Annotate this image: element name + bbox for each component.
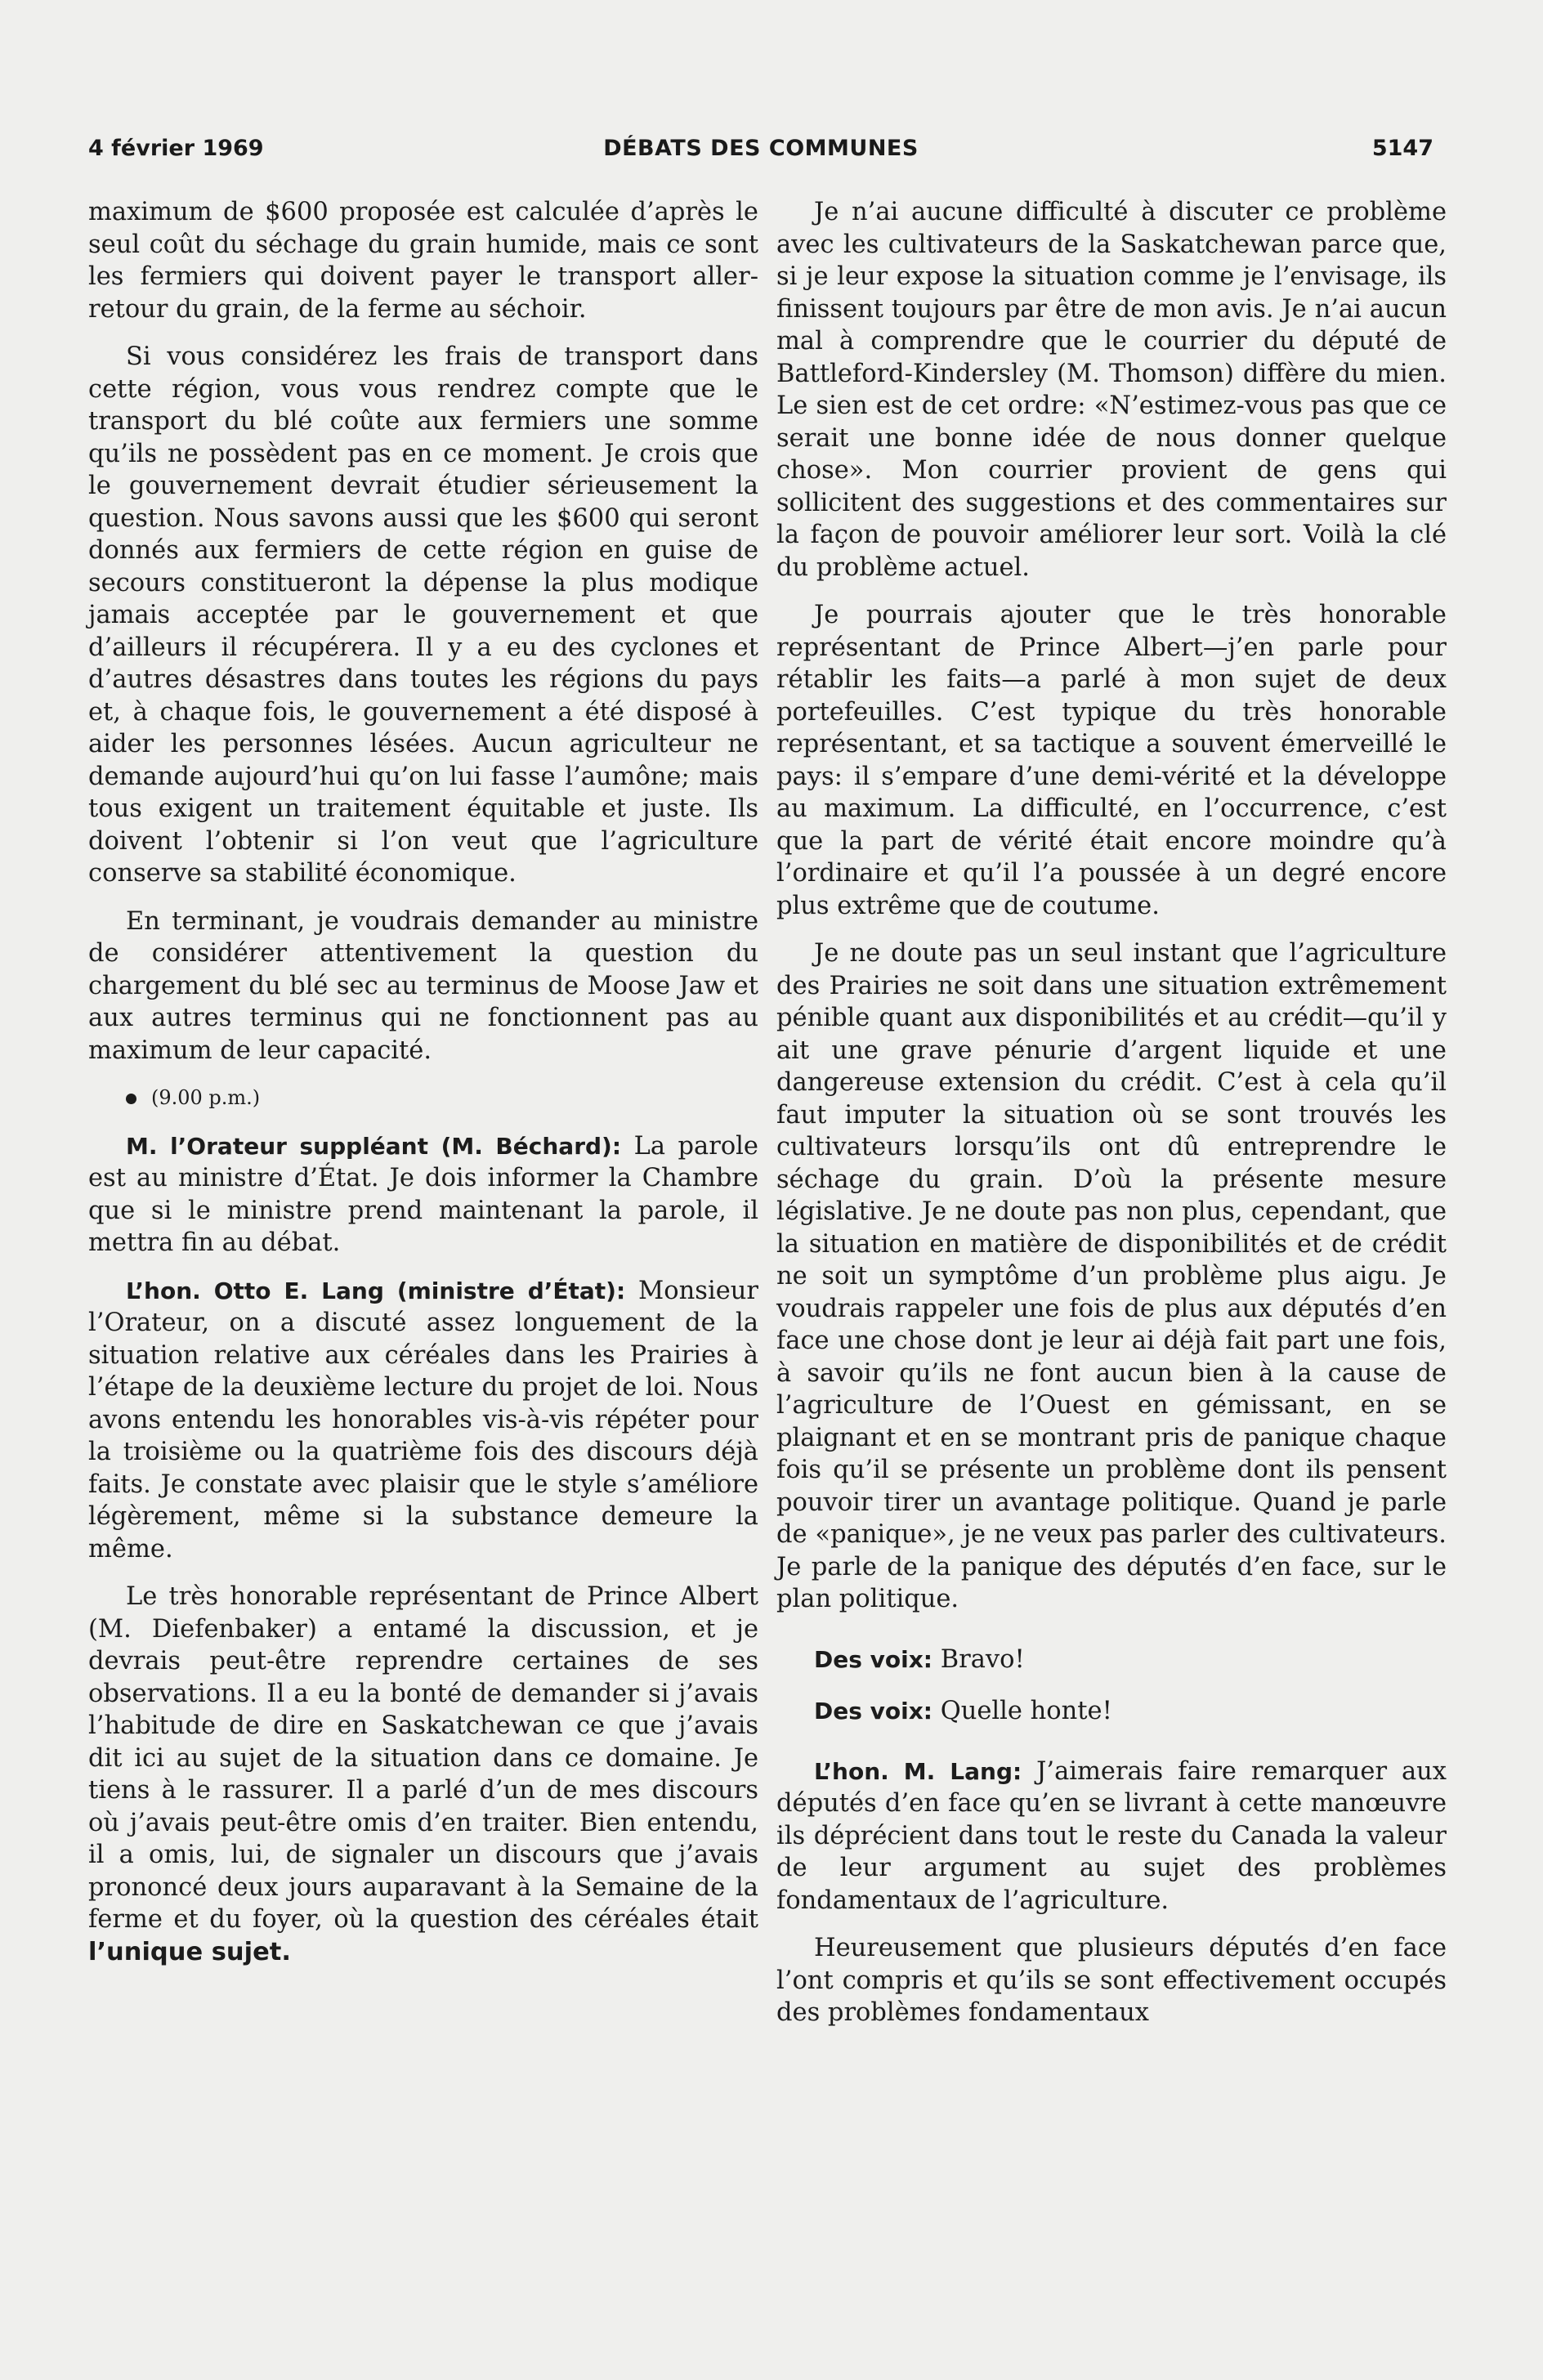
paragraph bbox=[88, 1275, 758, 1566]
paragraph-text: Bravo! bbox=[933, 1644, 1025, 1674]
paragraph: Je n’ai aucune difficulté à discuter ce problème avec les cultivateurs de la Saskatchewan parce que, si je leur expose la situation comme je l’envisage, ils finissent toujours par être de mon avis. Je n’ai aucun mal à comprendre que le courrier du député de Battleford-Kindersley (M. Thomson) diffère du mien. Le sien est de cet ordre: «N’estimez-vous pas que ce serait une bonne idée de nous donner quelque chose». Mon courrier provient de gens qui sollicitent des suggestions et des commentaires sur la façon de pouvoir améliorer leur sort. Voilà la clé du problème actuel. bbox=[776, 198, 1447, 582]
page-header bbox=[88, 136, 1433, 172]
speaker-name: Des voix: bbox=[814, 1698, 933, 1725]
left-column bbox=[88, 196, 758, 1984]
paragraph-text: J’aimerais faire remarquer aux députés d’en face qu’en se livrant à cette manœuvre ils déprécient dans tout le reste du Canada la valeur de leur argument au sujet des problèmes fondamentaux de l’agriculture. bbox=[776, 1756, 1447, 1915]
header-date: 4 février 1969 bbox=[88, 136, 264, 161]
paragraph bbox=[776, 1756, 1447, 1917]
paragraph: Si vous considérez les frais de transport dans cette région, vous vous rendrez compte que le transport du blé coûte aux fermiers une somme qu’ils ne possèdent pas en ce moment. Je crois que le gouvernement devrait étudier sérieusement la question. Nous savons aussi que les $600 qui seront donnés aux fermiers de cette région en guise de secours constitueront la dépense la plus modique jamais acceptée par le gouvernement et que d’ailleurs il récupérera. Il y a eu des cyclones et d’autres désastres dans toutes les régions du pays et, à chaque fois, le gouvernement a été disposé à aider les personnes lésées. Aucun agriculteur ne demande aujourd’hui qu’on lui fasse l’aumône; mais tous exigent un traitement équitable et juste. Ils doivent l’obtenir si l’on veut que l’agriculture conserve sa stabilité économique. bbox=[88, 342, 758, 888]
bullet-icon bbox=[126, 1094, 136, 1104]
paragraph: Je pourrais ajouter que le très honorable représentant de Prince Albert—j’en parle pour rétablir les faits—a parlé à mon sujet de deux portefeuilles. C’est typique du très honorable représentant, et sa tactique a souvent émerveillé le pays: il s’empare d’une demi-vérité et la développe au maximum. La difficulté, en l’occurrence, c’est que la part de vérité était encore moindre qu’à l’ordinaire et qu’il l’a poussée à un degré encore plus extrême que de coutume. bbox=[776, 601, 1447, 920]
right-column bbox=[776, 196, 1447, 2045]
emphasis-text: l’unique sujet. bbox=[88, 1937, 291, 1966]
paragraph bbox=[776, 1644, 1447, 1676]
paragraph-text: Monsieur l’Orateur, on a discuté assez longuement de la situation relative aux céréales dans les Prairies à l’étape de la deuxième lecture du projet de loi. Nous avons entendu les honorables vis-à-vis répéter pour la troisième ou la quatrième fois des discours déjà faits. Je constate avec plaisir que le style s’améliore légèrement, même si la substance demeure la même. bbox=[88, 1276, 758, 1564]
timestamp bbox=[88, 1082, 758, 1115]
paragraph: maximum de $600 proposée est calculée d’après le seul coût du séchage du grain humide, mais ce sont les fermiers qui doivent payer le transport aller-retour du grain, de la ferme au séchoir. bbox=[88, 198, 758, 324]
paragraph: Heureusement que plusieurs députés d’en face l’ont compris et qu’ils se sont effectivement occupés des problèmes fondamentaux bbox=[776, 1934, 1447, 2027]
speaker-name: L’hon. Otto E. Lang (ministre d’État): bbox=[126, 1277, 626, 1304]
speaker-name: L’hon. M. Lang: bbox=[814, 1757, 1022, 1785]
header-title: DÉBATS DES COMMUNES bbox=[603, 136, 919, 161]
speaker-name: Des voix: bbox=[814, 1645, 933, 1673]
page-number: 5147 bbox=[1371, 136, 1433, 161]
paragraph bbox=[88, 1130, 758, 1259]
timestamp-text: (9.00 p.m.) bbox=[151, 1086, 261, 1109]
paragraph-text: La parole est au ministre d’État. Je dois informer la Chambre que si le ministre prend maintenant la parole, il mettra fin au débat. bbox=[88, 1131, 758, 1257]
paragraph bbox=[776, 1695, 1447, 1728]
paragraph-text: Quelle honte! bbox=[933, 1697, 1112, 1725]
paragraph-text: Le très honorable représentant de Prince Albert (M. Diefenbaker) a entamé la discussion, et je devrais peut-être reprendre certaines de ses observations. Il a eu la bonté de demander si j’avais l’habitude de dire en Saskatchewan ce que j’avais dit ici au sujet de la situation dans ce domaine. Je tiens à le rassurer. Il a parlé d’un de mes discours où j’avais peut-être omis d’en traiter. Bien entendu, il a omis, lui, de signaler un discours que j’avais prononcé deux jours auparavant à la Semaine de la ferme et du foyer, où la question des céréales était bbox=[88, 1582, 758, 1934]
paragraph: En terminant, je voudrais demander au ministre de considérer attentivement la question du chargement du blé sec au terminus de Moose Jaw et aux autres terminus qui ne fonctionnent pas au maximum de leur capacité. bbox=[88, 906, 758, 1065]
paragraph: Je ne doute pas un seul instant que l’agriculture des Prairies ne soit dans une situation extrêmement pénible quant aux disponibilités et au crédit—qu’il y ait une grave pénurie d’argent liquide et une dangereuse extension du crédit. C’est à cela qu’il faut imputer la situation où se sont trouvés les cultivateurs lorsqu’ils ont dû entreprendre le séchage du grain. D’où la présente mesure législative. Je ne doute pas non plus, cependant, que la situation en matière de disponibilités et de crédit ne soit un symptôme d’un problème plus aigu. Je voudrais rappeler une fois de plus aux députés d’en face une chose dont je leur ai déjà fait part une fois, à savoir qu’ils ne font aucun bien à la cause de l’agriculture de l’Ouest en gémissant, en se plaignant et en se montrant pris de panique chaque fois qu’il se présente un problème dont ils pensent pouvoir tirer un avantage politique. Quand je parle de «panique», je ne veux pas parler des cultivateurs. Je parle de la panique des députés d’en face, sur le plan politique. bbox=[776, 939, 1447, 1613]
paragraph bbox=[88, 1581, 758, 1968]
speaker-name: M. l’Orateur suppléant (M. Béchard): bbox=[126, 1132, 622, 1160]
